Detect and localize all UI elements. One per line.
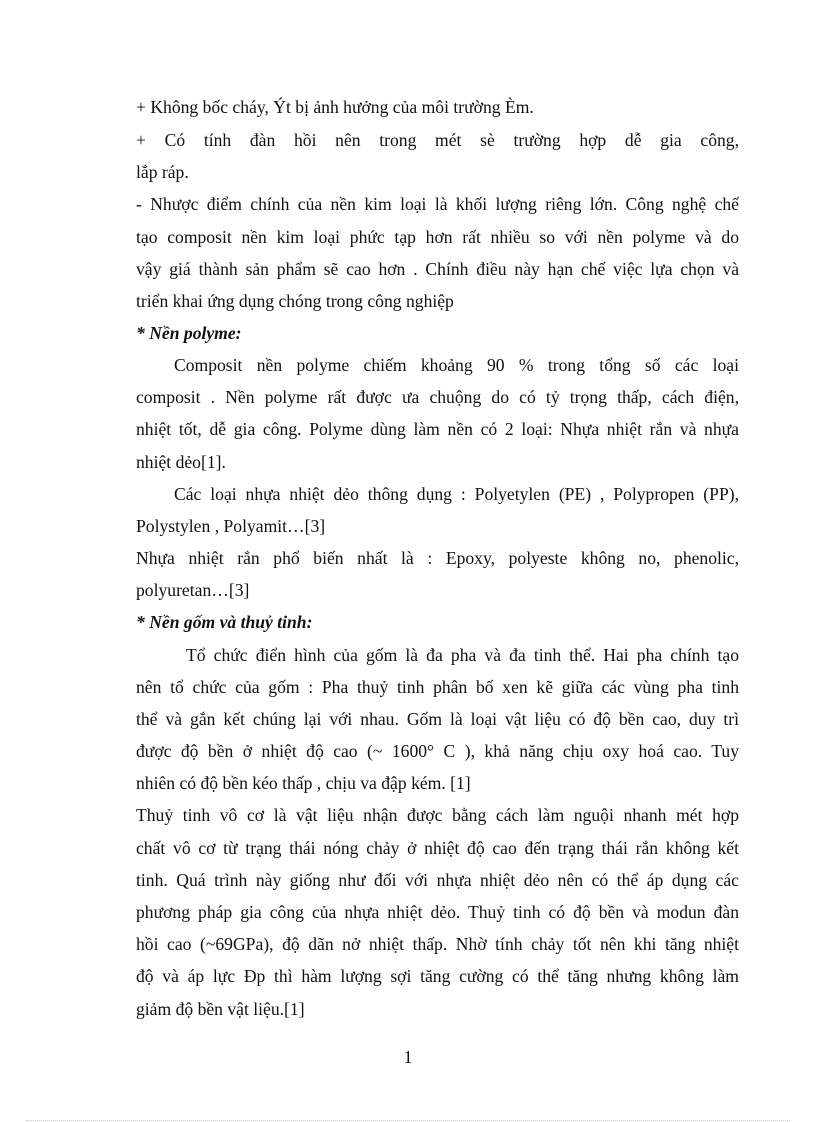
text-line: Tổ chức điển hình của gốm là đa pha và đa tinh thể. Hai pha chính tạo <box>186 645 739 665</box>
text-line: tinh. Quá trình này giống như đối với nhựa nhiệt dẻo nên có thể áp dụng các <box>136 870 739 890</box>
text-line: triển khai ứng dụng chóng trong công nghiệp <box>136 291 454 311</box>
text-line: phương pháp gia công của nhựa nhiệt dẻo. Thuỷ tinh có độ bền và modun đàn <box>136 902 739 922</box>
text-line: + Không bốc cháy, Ýt bị ảnh hưởng của môi trường Èm. <box>136 97 534 117</box>
text-line: giảm độ bền vật liệu.[1] <box>136 999 305 1019</box>
page-number: 1 <box>403 1047 413 1067</box>
text-line: - Nhược điểm chính của nền kim loại là khối lượng riêng lớn. Công nghệ chế <box>136 194 739 214</box>
text-line: Polystylen , Polyamit…[3] <box>136 516 326 536</box>
text-line: chất vô cơ từ trạng thái nóng chảy ở nhiệt độ cao đến trạng thái rắn không kết <box>136 838 739 858</box>
text-line: vậy giá thành sản phẩm sẽ cao hơn . Chính điều này hạn chế việc lựa chọn và <box>136 259 739 279</box>
text-line: độ và áp lực Đp thì hàm lượng sợi tăng cường có thể tăng nhưng không làm <box>136 966 739 986</box>
text-line: Composit nền polyme chiếm khoảng 90 % trong tổng số các loại <box>174 355 739 375</box>
text-line: Các loại nhựa nhiệt dẻo thông dụng : Polyetylen (PE) , Polypropen (PP), <box>174 484 739 504</box>
text-line: composit . Nền polyme rất được ưa chuộng do có tỷ trọng thấp, cách điện, <box>136 387 739 407</box>
text-line: hồi cao (~69GPa), độ dãn nở nhiệt thấp. Nhờ tính chảy tốt nên khi tăng nhiệt <box>136 934 739 954</box>
text-line: Nhựa nhiệt rắn phổ biến nhất là : Epoxy, polyeste không no, phenolic, <box>136 548 739 568</box>
text-line: được độ bền ở nhiệt độ cao (~ 1600° C ), khả năng chịu oxy hoá cao. Tuy <box>136 741 739 761</box>
text-line: nên tổ chức của gốm : Pha thuỷ tinh phân bố xen kẽ giữa các vùng pha tinh <box>136 677 739 697</box>
text-line: nhiệt tốt, dễ gia công. Polyme dùng làm nền có 2 loại: Nhựa nhiệt rắn và nhựa <box>136 419 739 439</box>
text-line: nhiệt dẻo[1]. <box>136 452 226 472</box>
text-line: polyuretan…[3] <box>136 580 250 600</box>
text-line: lắp ráp. <box>136 162 189 182</box>
text-line: tạo composit nền kim loại phức tạp hơn rất nhiều so với nền polyme và do <box>136 227 739 247</box>
footer-divider <box>26 1120 790 1121</box>
text-line: nhiên có độ bền kéo thấp , chịu va đập kém. [1] <box>136 773 471 793</box>
text-line: thể và gắn kết chúng lại với nhau. Gốm là loại vật liệu có độ bền cao, duy trì <box>136 709 739 729</box>
text-line: + Có tính đàn hồi nên trong mét sè trường hợp dễ gia công, <box>136 130 739 150</box>
text-line: Thuỷ tinh vô cơ là vật liệu nhận được bằng cách làm nguội nhanh mét hợp <box>136 805 739 825</box>
section-heading-gom-thuy-tinh: * Nền gốm và thuỷ tinh: <box>136 612 313 632</box>
section-heading-polyme: * Nền polyme: <box>136 323 242 343</box>
